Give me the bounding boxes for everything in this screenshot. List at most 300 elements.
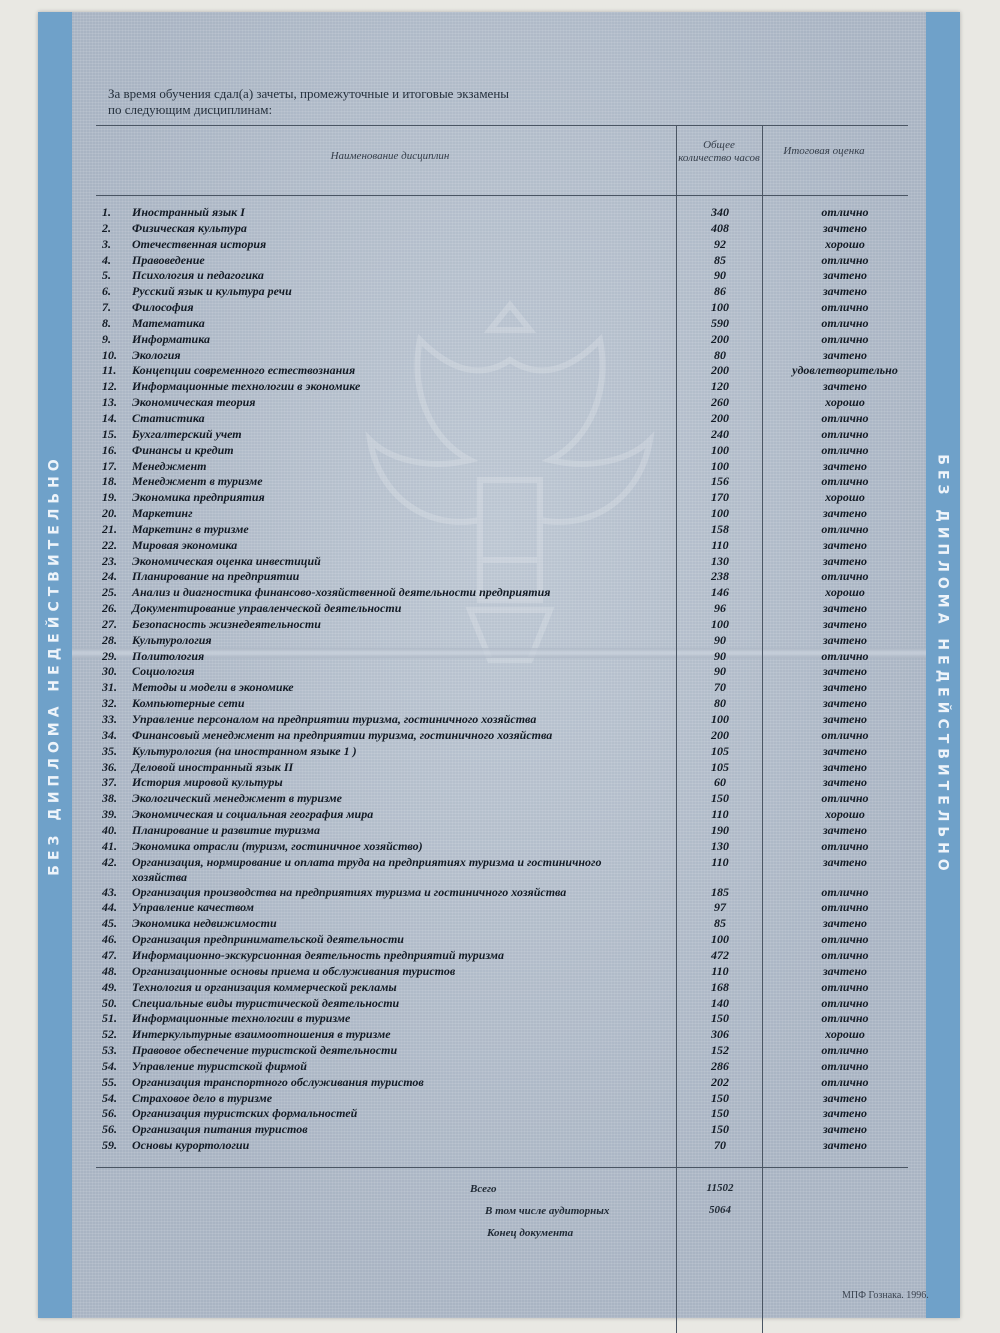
- discipline-hours: 105: [711, 759, 729, 774]
- discipline-name: Интеркультурные взаимоотношения в туризме: [132, 1027, 391, 1042]
- discipline-grade: отлично: [821, 727, 869, 742]
- discipline-name: Организация производства на предприятиях туризма и гостиничного хозяйства: [132, 884, 567, 899]
- table-row: [0, 601, 1000, 617]
- discipline-hours: 306: [711, 1027, 729, 1042]
- discipline-number: 5.: [102, 268, 111, 283]
- table-row: [0, 538, 1000, 554]
- table-row: [0, 474, 1000, 490]
- discipline-hours: 92: [714, 236, 726, 251]
- discipline-hours: 340: [711, 205, 729, 219]
- discipline-hours: 110: [711, 854, 729, 869]
- discipline-number: 41.: [102, 838, 117, 853]
- discipline-name: Правовое обеспечение туристской деятельности: [132, 1043, 398, 1058]
- classroom-label: В том числе аудиторных: [485, 1205, 610, 1217]
- table-row: [0, 332, 1000, 348]
- discipline-grade: отлично: [821, 947, 869, 962]
- discipline-number: 6.: [102, 284, 111, 299]
- discipline-grade: зачтено: [823, 1090, 867, 1105]
- discipline-number: 12.: [102, 379, 117, 394]
- discipline-grade: зачтено: [823, 220, 867, 235]
- discipline-name: Менеджмент в туризме: [132, 474, 263, 489]
- discipline-number: 24.: [102, 569, 117, 584]
- discipline-number: 54.: [102, 1058, 117, 1073]
- discipline-name: Управление качеством: [132, 900, 254, 915]
- table-row: [0, 205, 1000, 221]
- discipline-name: Экономическая и социальная география мира: [132, 807, 374, 822]
- table-row: [0, 316, 1000, 332]
- table-row: [0, 253, 1000, 269]
- discipline-number: 8.: [102, 315, 111, 330]
- discipline-grade: отлично: [821, 1043, 869, 1058]
- discipline-hours: 200: [711, 331, 729, 346]
- table-row: [0, 300, 1000, 316]
- discipline-name: Страховое дело в туризме: [132, 1090, 273, 1105]
- discipline-hours: 260: [711, 395, 729, 410]
- discipline-name: Математика: [132, 315, 205, 330]
- discipline-name: Информационные технологии в экономике: [132, 379, 361, 394]
- discipline-hours: 110: [711, 537, 729, 552]
- discipline-name: Безопасность жизнедеятельности: [132, 616, 321, 631]
- discipline-grade: зачтено: [823, 1106, 867, 1121]
- discipline-number: 39.: [102, 807, 117, 822]
- discipline-number: 56.: [102, 1122, 117, 1137]
- discipline-hours: 185: [711, 884, 729, 899]
- table-row: [0, 855, 1000, 885]
- end-of-document-label: Конец документа: [487, 1227, 574, 1239]
- discipline-hours: 90: [714, 268, 726, 283]
- table-row: [0, 980, 1000, 996]
- discipline-number: 9.: [102, 331, 111, 346]
- discipline-hours: 150: [711, 1090, 729, 1105]
- table-row: [0, 268, 1000, 284]
- discipline-grade: хорошо: [825, 236, 865, 251]
- discipline-hours: 80: [714, 347, 726, 362]
- discipline-hours: 60: [714, 775, 726, 790]
- table-row: [0, 1138, 1000, 1154]
- discipline-name: Экологический менеджмент в туризме: [132, 791, 342, 806]
- discipline-grade: отлично: [821, 315, 869, 330]
- discipline-grade: отлично: [821, 521, 869, 536]
- discipline-hours: 100: [711, 442, 729, 457]
- discipline-grade: отлично: [821, 331, 869, 346]
- discipline-hours: 70: [714, 680, 726, 695]
- discipline-grade: отлично: [821, 979, 869, 994]
- table-row: [0, 554, 1000, 570]
- discipline-name: Культурология (на иностранном языке 1 ): [132, 743, 357, 758]
- discipline-hours: 200: [711, 727, 729, 742]
- discipline-grade: зачтено: [823, 632, 867, 647]
- discipline-number: 32.: [102, 696, 117, 711]
- discipline-grade: зачтено: [823, 347, 867, 362]
- discipline-number: 19.: [102, 490, 117, 505]
- discipline-number: 27.: [102, 616, 117, 631]
- discipline-name: Экономика предприятия: [132, 490, 265, 505]
- table-row: [0, 395, 1000, 411]
- discipline-grade: отлично: [821, 205, 869, 219]
- discipline-grade: отлично: [821, 884, 869, 899]
- discipline-number: 14.: [102, 410, 117, 425]
- discipline-grade: отлично: [821, 648, 869, 663]
- discipline-hours: 86: [714, 284, 726, 299]
- discipline-name: Экономическая теория: [132, 395, 256, 410]
- discipline-name: Концепции современного естествознания: [132, 363, 356, 378]
- discipline-number: 59.: [102, 1138, 117, 1153]
- discipline-hours: 90: [714, 664, 726, 679]
- discipline-number: 34.: [102, 727, 117, 742]
- discipline-number: 47.: [102, 947, 117, 962]
- discipline-grade: зачтено: [823, 506, 867, 521]
- discipline-name: Социология: [132, 664, 195, 679]
- intro-line-1: За время обучения сдал(а) зачеты, промежуточные и итоговые экзамены: [108, 86, 510, 101]
- discipline-hours: 100: [711, 300, 729, 315]
- discipline-number: 33.: [102, 712, 117, 726]
- table-row: [0, 569, 1000, 585]
- discipline-hours: 140: [711, 995, 729, 1010]
- discipline-number: 53.: [102, 1043, 117, 1058]
- table-row: [0, 427, 1000, 443]
- table-row: [0, 1011, 1000, 1027]
- intro-line-2: по следующим дисциплинам:: [108, 102, 273, 117]
- table-row: [0, 728, 1000, 744]
- discipline-hours: 238: [711, 569, 729, 584]
- table-row: [0, 680, 1000, 696]
- discipline-hours: 150: [711, 1106, 729, 1121]
- table-row: [0, 348, 1000, 364]
- discipline-number: 37.: [102, 775, 117, 790]
- discipline-number: 50.: [102, 995, 117, 1010]
- discipline-name: Методы и модели в экономике: [132, 680, 294, 695]
- discipline-name: Управление туристской фирмой: [132, 1058, 307, 1073]
- side-band-text: БЕЗ ДИПЛОМА НЕДЕЙСТВИТЕЛЬНО: [47, 454, 63, 876]
- table-row: [0, 1122, 1000, 1138]
- table-row: [0, 696, 1000, 712]
- discipline-grade: зачтено: [823, 458, 867, 473]
- discipline-name: Иностранный язык I: [132, 205, 245, 219]
- discipline-number: 25.: [102, 585, 117, 600]
- discipline-grade: отлично: [821, 995, 869, 1010]
- discipline-grade: зачтено: [823, 680, 867, 695]
- discipline-number: 23.: [102, 553, 117, 568]
- discipline-name: Информатика: [132, 331, 210, 346]
- discipline-number: 3.: [102, 236, 111, 251]
- discipline-number: 29.: [102, 648, 117, 663]
- discipline-name: Маркетинг: [132, 506, 193, 521]
- discipline-name: Финансовый менеджмент на предприятии туризма, гостиничного хозяйства: [132, 727, 553, 742]
- discipline-hours: 85: [714, 252, 726, 267]
- discipline-hours: 202: [711, 1074, 729, 1089]
- discipline-name: Русский язык и культура речи: [132, 284, 292, 299]
- table-row: [0, 633, 1000, 649]
- column-header-grade: Итоговая оценка: [783, 145, 865, 157]
- discipline-hours: 100: [711, 712, 729, 726]
- discipline-number: 21.: [102, 521, 117, 536]
- discipline-name: Маркетинг в туризме: [132, 521, 249, 536]
- table-row: [0, 379, 1000, 395]
- discipline-grade: зачтено: [823, 963, 867, 978]
- discipline-grade: зачтено: [823, 268, 867, 283]
- printer-mark: МПФ Гознака. 1996.: [842, 1290, 929, 1301]
- discipline-name: История мировой культуры: [132, 775, 283, 790]
- table-row: [0, 775, 1000, 791]
- discipline-number: 43.: [102, 884, 117, 899]
- table-bottom-rule: [96, 1167, 908, 1168]
- discipline-grade: отлично: [821, 838, 869, 853]
- discipline-name: Компьютерные сети: [132, 696, 245, 711]
- intro-text: [108, 86, 668, 118]
- disciplines-table: [0, 205, 1000, 1165]
- discipline-hours: 130: [711, 553, 729, 568]
- table-row: [0, 964, 1000, 980]
- discipline-hours: 190: [711, 822, 729, 837]
- discipline-grade: зачтено: [823, 664, 867, 679]
- table-row: [0, 1059, 1000, 1075]
- classroom-hours: 5064: [709, 1204, 731, 1216]
- discipline-grade: зачтено: [823, 775, 867, 790]
- discipline-name: Организация предпринимательской деятельности: [132, 932, 404, 947]
- table-row: [0, 617, 1000, 633]
- discipline-name: Экология: [132, 347, 181, 362]
- column-header-name: Наименование дисциплин: [330, 150, 450, 162]
- table-row: [0, 1027, 1000, 1043]
- discipline-number: 11.: [102, 363, 117, 378]
- table-row: [0, 760, 1000, 776]
- discipline-grade: зачтено: [823, 284, 867, 299]
- table-row: [0, 506, 1000, 522]
- discipline-grade: удовлетворительно: [792, 363, 898, 378]
- discipline-grade: зачтено: [823, 1122, 867, 1137]
- table-row: [0, 459, 1000, 475]
- discipline-name: Отечественная история: [132, 236, 267, 251]
- discipline-number: 10.: [102, 347, 117, 362]
- discipline-name: Организация туристских формальностей: [132, 1106, 358, 1121]
- discipline-name: Основы курортологии: [132, 1138, 250, 1153]
- discipline-name: Статистика: [132, 410, 205, 425]
- discipline-hours: 105: [711, 743, 729, 758]
- table-row: [0, 900, 1000, 916]
- table-row: [0, 885, 1000, 901]
- discipline-grade: хорошо: [825, 585, 865, 600]
- table-row: [0, 916, 1000, 932]
- discipline-grade: зачтено: [823, 379, 867, 394]
- discipline-number: 15.: [102, 426, 117, 441]
- discipline-grade: зачтено: [823, 616, 867, 631]
- discipline-grade: зачтено: [823, 743, 867, 758]
- discipline-hours: 150: [711, 791, 729, 806]
- discipline-number: 20.: [102, 506, 117, 521]
- discipline-name: Экономическая оценка инвестиций: [132, 553, 321, 568]
- discipline-number: 51.: [102, 1011, 117, 1026]
- discipline-hours: 152: [711, 1043, 729, 1058]
- discipline-number: 13.: [102, 395, 117, 410]
- discipline-grade: зачтено: [823, 916, 867, 931]
- discipline-name: Психология и педагогика: [132, 268, 264, 283]
- discipline-name: Менеджмент: [132, 458, 207, 473]
- discipline-name: Организация питания туристов: [132, 1122, 308, 1137]
- table-row: [0, 1043, 1000, 1059]
- discipline-grade: отлично: [821, 410, 869, 425]
- discipline-grade: зачтено: [823, 553, 867, 568]
- discipline-name: Физическая культура: [132, 220, 247, 235]
- discipline-name: Планирование на предприятии: [132, 569, 300, 584]
- discipline-number: 2.: [102, 220, 111, 235]
- discipline-name: Культурология: [132, 632, 212, 647]
- discipline-hours: 80: [714, 696, 726, 711]
- discipline-hours: 150: [711, 1122, 729, 1137]
- total-label: Всего: [470, 1183, 497, 1195]
- discipline-number: 46.: [102, 932, 117, 947]
- discipline-hours: 100: [711, 458, 729, 473]
- discipline-number: 22.: [102, 537, 117, 552]
- discipline-name: Экономика недвижимости: [132, 916, 277, 931]
- discipline-number: 16.: [102, 442, 117, 457]
- discipline-grade: зачтено: [823, 537, 867, 552]
- discipline-hours: 110: [711, 963, 729, 978]
- discipline-number: 40.: [102, 822, 117, 837]
- discipline-grade: отлично: [821, 1011, 869, 1026]
- table-row: [0, 585, 1000, 601]
- table-row: [0, 443, 1000, 459]
- discipline-number: 44.: [102, 900, 117, 915]
- table-row: [0, 839, 1000, 855]
- discipline-grade: отлично: [821, 900, 869, 915]
- discipline-hours: 472: [711, 947, 729, 962]
- table-row: [0, 791, 1000, 807]
- discipline-number: 36.: [102, 759, 117, 774]
- discipline-grade: зачтено: [823, 696, 867, 711]
- discipline-name: Финансы и кредит: [132, 442, 234, 457]
- table-row: [0, 490, 1000, 506]
- discipline-hours: 286: [711, 1058, 729, 1073]
- side-band-text: БЕЗ ДИПЛОМА НЕДЕЙСТВИТЕЛЬНО: [935, 454, 951, 876]
- discipline-grade: хорошо: [825, 1027, 865, 1042]
- discipline-name: Мировая экономика: [132, 537, 238, 552]
- discipline-hours: 168: [711, 979, 729, 994]
- discipline-grade: отлично: [821, 474, 869, 489]
- table-row: [0, 411, 1000, 427]
- discipline-hours: 158: [711, 521, 729, 536]
- discipline-grade: хорошо: [825, 395, 865, 410]
- discipline-hours: 70: [714, 1138, 726, 1153]
- discipline-grade: отлично: [821, 300, 869, 315]
- discipline-hours: 120: [711, 379, 729, 394]
- discipline-name: Документирование управленческой деятельности: [132, 601, 402, 616]
- discipline-grade: отлично: [821, 426, 869, 441]
- discipline-name: Организация транспортного обслуживания туристов: [132, 1074, 424, 1089]
- discipline-hours: 130: [711, 838, 729, 853]
- discipline-grade: отлично: [821, 569, 869, 584]
- column-header-hours: Общее количество часов: [678, 139, 760, 164]
- table-row: [0, 807, 1000, 823]
- discipline-hours: 100: [711, 506, 729, 521]
- discipline-number: 54.: [102, 1090, 117, 1105]
- discipline-number: 48.: [102, 963, 117, 978]
- discipline-grade: отлично: [821, 442, 869, 457]
- table-row: [0, 221, 1000, 237]
- discipline-hours: 97: [714, 900, 726, 915]
- table-row: [0, 948, 1000, 964]
- table-row: [0, 649, 1000, 665]
- discipline-grade: отлично: [821, 791, 869, 806]
- discipline-number: 38.: [102, 791, 117, 806]
- discipline-name: Философия: [132, 300, 194, 315]
- total-hours: 11502: [706, 1182, 734, 1194]
- discipline-grade: хорошо: [825, 490, 865, 505]
- discipline-name: Организационные основы приема и обслуживания туристов: [132, 963, 456, 978]
- discipline-hours: 156: [711, 474, 729, 489]
- discipline-grade: зачтено: [823, 712, 867, 726]
- discipline-grade: зачтено: [823, 1138, 867, 1153]
- discipline-grade: отлично: [821, 1074, 869, 1089]
- discipline-number: 1.: [102, 205, 111, 219]
- discipline-hours: 90: [714, 632, 726, 647]
- discipline-name: Информационные технологии в туризме: [132, 1011, 351, 1026]
- discipline-number: 31.: [102, 680, 117, 695]
- discipline-hours: 85: [714, 916, 726, 931]
- discipline-number: 49.: [102, 979, 117, 994]
- discipline-hours: 200: [711, 410, 729, 425]
- discipline-name: Информационно-экскурсионная деятельность предприятий туризма: [132, 947, 505, 962]
- table-row: [0, 664, 1000, 680]
- table-row: [0, 522, 1000, 538]
- discipline-name: Специальные виды туристической деятельности: [132, 995, 400, 1010]
- table-row: [0, 1106, 1000, 1122]
- discipline-name: Анализ и диагностика финансово-хозяйственной деятельности предприятия: [132, 585, 551, 600]
- discipline-hours: 150: [711, 1011, 729, 1026]
- discipline-hours: 96: [714, 601, 726, 616]
- discipline-grade: отлично: [821, 1058, 869, 1073]
- discipline-number: 55.: [102, 1074, 117, 1089]
- table-row: [0, 996, 1000, 1012]
- discipline-hours: 200: [711, 363, 729, 378]
- discipline-grade: отлично: [821, 932, 869, 947]
- table-row: [0, 1075, 1000, 1091]
- table-row: [0, 823, 1000, 839]
- discipline-name: Деловой иностранный язык II: [132, 759, 294, 774]
- table-row: [0, 237, 1000, 253]
- discipline-hours: 170: [711, 490, 729, 505]
- discipline-hours: 100: [711, 616, 729, 631]
- discipline-number: 18.: [102, 474, 117, 489]
- discipline-hours: 110: [711, 807, 729, 822]
- table-top-rule: [96, 125, 908, 126]
- discipline-grade: отлично: [821, 252, 869, 267]
- discipline-number: 17.: [102, 458, 117, 473]
- discipline-name: Правоведение: [132, 252, 205, 267]
- discipline-grade: зачтено: [823, 854, 867, 869]
- discipline-name: Экономика отрасли (туризм, гостиничное хозяйство): [132, 838, 423, 853]
- table-header-rule: [96, 195, 908, 196]
- discipline-grade: хорошо: [825, 807, 865, 822]
- discipline-grade: зачтено: [823, 822, 867, 837]
- table-row: [0, 363, 1000, 379]
- discipline-number: 45.: [102, 916, 117, 931]
- discipline-number: 52.: [102, 1027, 117, 1042]
- discipline-number: 56.: [102, 1106, 117, 1121]
- discipline-name: Политология: [132, 648, 205, 663]
- discipline-name: Технология и организация коммерческой рекламы: [132, 979, 397, 994]
- discipline-name: Организация, нормирование и оплата труда на предприятиях туризма и гостиничного хозяйства: [132, 854, 602, 884]
- discipline-hours: 146: [711, 585, 729, 600]
- discipline-hours: 240: [711, 426, 729, 441]
- table-row: [0, 712, 1000, 728]
- discipline-hours: 408: [711, 220, 729, 235]
- discipline-hours: 90: [714, 648, 726, 663]
- discipline-number: 42.: [102, 854, 117, 869]
- discipline-number: 4.: [102, 252, 111, 267]
- table-row: [0, 1091, 1000, 1107]
- discipline-name: Планирование и развитие туризма: [132, 822, 320, 837]
- discipline-name: Бухгалтерский учет: [132, 426, 242, 441]
